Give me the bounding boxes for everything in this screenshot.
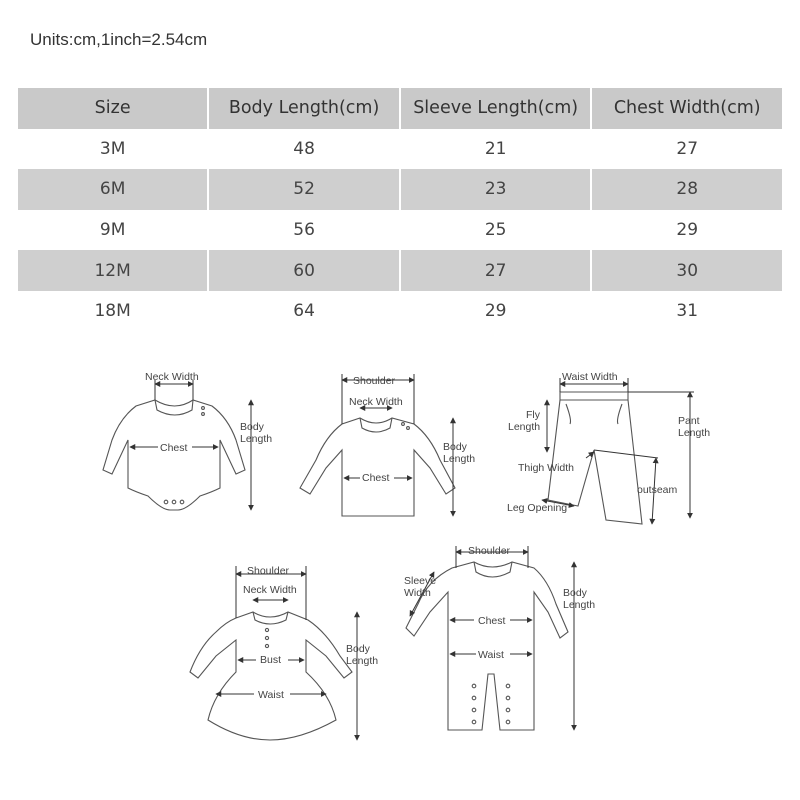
label-fly: Fly [526, 409, 540, 421]
romper-diagram [404, 545, 595, 730]
cell-chest-width: 29 [590, 210, 782, 251]
label-waist-width: Waist Width [562, 371, 618, 383]
label-length: Length [563, 599, 596, 611]
cell-sleeve-length: 23 [399, 169, 591, 210]
label-chest: Chest [478, 615, 506, 627]
label-neck-width: Neck Width [349, 396, 403, 408]
label-waist: Waist [258, 689, 284, 701]
label-fly-length: Length [508, 421, 541, 433]
label-pant-length: Length [678, 427, 711, 439]
label-sleeve-width: Width [404, 587, 431, 599]
cell-body-length: 52 [207, 169, 399, 210]
cell-sleeve-length: 21 [399, 129, 591, 170]
label-leg-opening: Leg Opening [507, 502, 568, 514]
label-shoulder: Shoulder [468, 545, 511, 557]
bodysuit-diagram [103, 371, 272, 510]
label-chest: Chest [160, 442, 188, 454]
label-waist: Waist [478, 649, 504, 661]
label-body: Body [346, 643, 370, 655]
cell-sleeve-length: 27 [399, 250, 591, 291]
label-bust: Bust [260, 654, 282, 666]
label-pant: Pant [678, 415, 700, 427]
label-chest: Chest [362, 472, 390, 484]
label-body: Body [443, 441, 467, 453]
label-sleeve: Sleeve [404, 575, 437, 587]
header-body-length: Body Length(cm) [207, 88, 399, 129]
shirt-diagram [300, 374, 475, 516]
cell-chest-width: 28 [590, 169, 782, 210]
label-body: Body [563, 587, 587, 599]
cell-size: 12M [18, 250, 207, 291]
label-length: Length [240, 433, 273, 445]
label-body: Body [240, 421, 264, 433]
cell-body-length: 60 [207, 250, 399, 291]
cell-chest-width: 30 [590, 250, 782, 291]
cell-body-length: 56 [207, 210, 399, 251]
units-note: Units:cm,1inch=2.54cm [30, 30, 208, 49]
cell-sleeve-length: 29 [399, 291, 591, 332]
label-neck-width: Neck Width [243, 584, 297, 596]
cell-size: 18M [94, 301, 131, 322]
cell-size: 6M [18, 169, 207, 210]
header-chest-width: Chest Width(cm) [590, 88, 782, 129]
cell-size: 3M [99, 138, 126, 159]
label-shoulder: Shoulder [353, 375, 396, 387]
cell-body-length: 64 [207, 291, 399, 332]
label-neck-width: Neck Width [145, 371, 199, 383]
label-length: Length [346, 655, 379, 667]
cell-chest-width: 31 [590, 291, 782, 332]
pants-diagram [507, 371, 710, 524]
cell-body-length: 48 [207, 129, 399, 170]
cell-chest-width: 27 [590, 129, 782, 170]
dress-diagram [190, 565, 378, 740]
label-thigh-width: Thigh Width [518, 462, 575, 474]
label-shoulder: Shoulder [247, 565, 290, 577]
cell-size: 9M [99, 220, 126, 241]
header-sleeve-length: Sleeve Length(cm) [399, 88, 591, 129]
header-size: Size [18, 88, 207, 129]
cell-sleeve-length: 25 [399, 210, 591, 251]
label-length: Length [443, 453, 476, 465]
label-outseam: outseam [637, 484, 678, 496]
